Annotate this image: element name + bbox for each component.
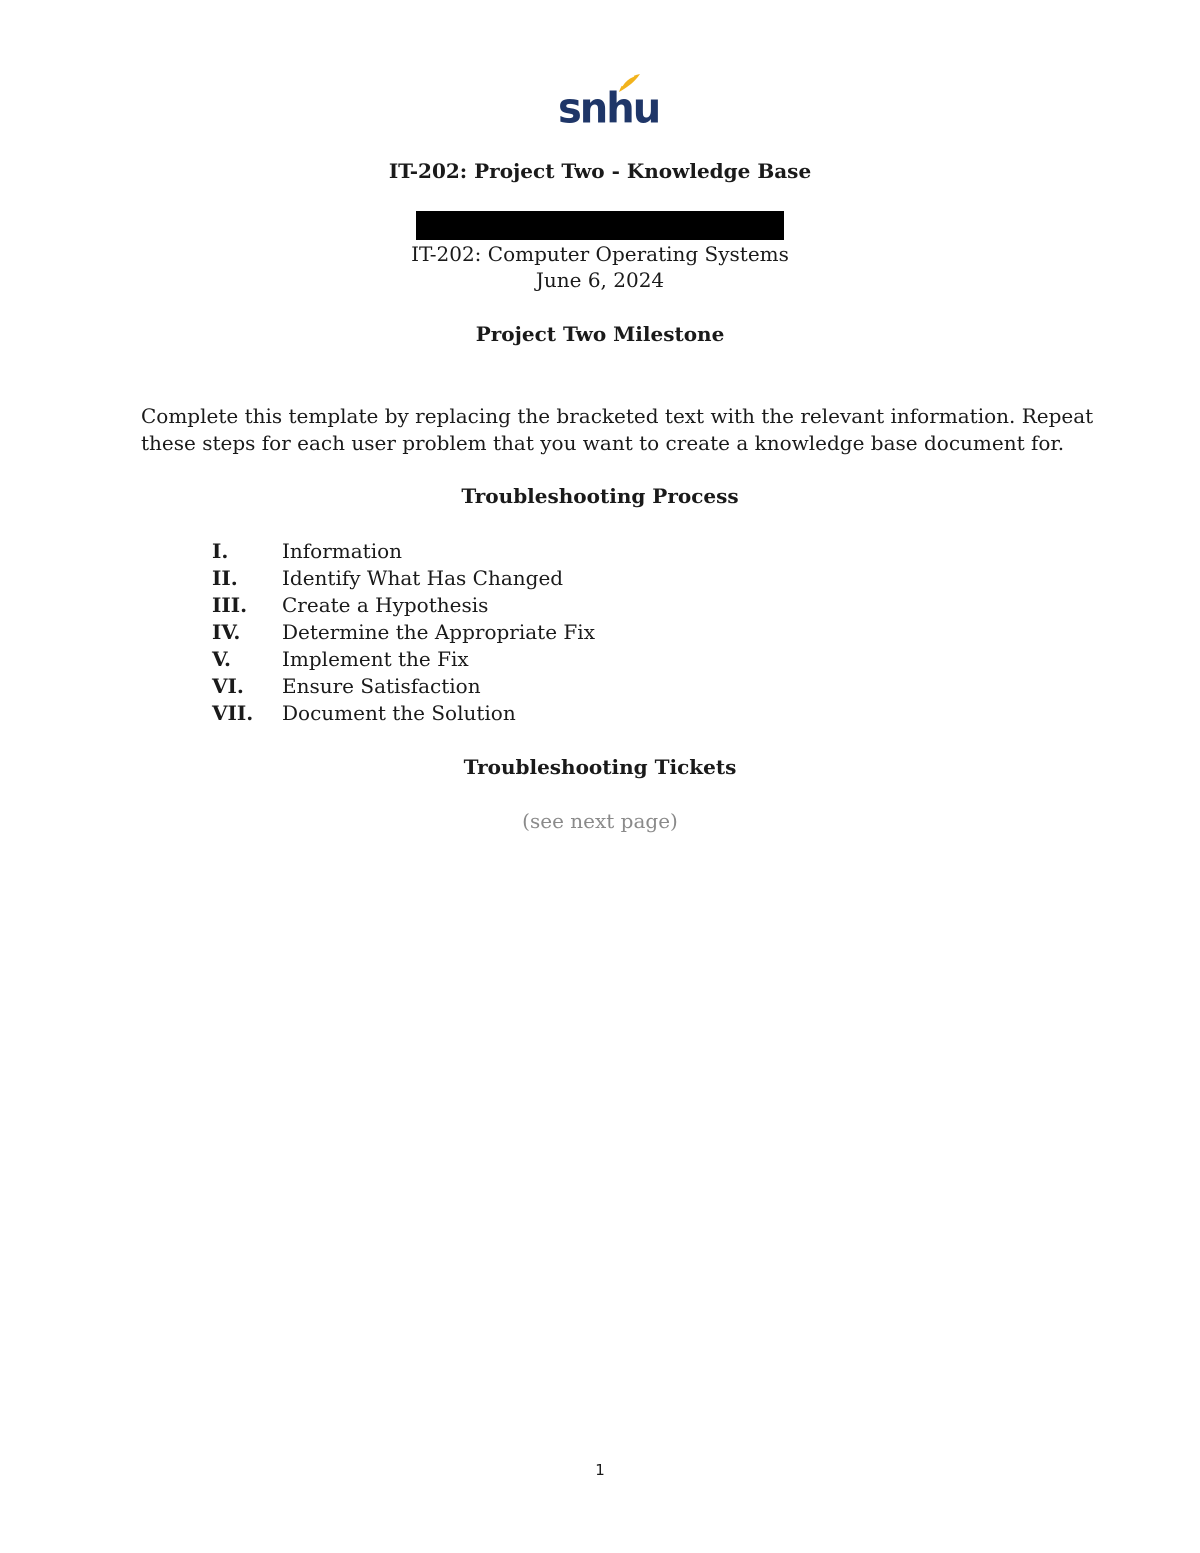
step-label: Create a Hypothesis <box>282 593 489 617</box>
step-label: Determine the Appropriate Fix <box>282 620 595 644</box>
step-number: II. <box>212 566 238 590</box>
step-label: Implement the Fix <box>282 647 469 671</box>
process-steps-list <box>212 538 595 727</box>
step-label: Document the Solution <box>282 701 516 725</box>
list-item <box>212 565 595 592</box>
instructions-line: these steps for each user problem that you want to create a knowledge base document for. <box>141 431 1065 455</box>
step-number: VII. <box>212 701 254 725</box>
step-number: VI. <box>212 674 244 698</box>
list-item <box>212 592 595 619</box>
step-number: III. <box>212 593 248 617</box>
process-heading: Troubleshooting Process <box>461 484 739 508</box>
course-name: IT-202: Computer Operating Systems <box>411 242 789 266</box>
list-item <box>212 700 595 727</box>
page-number: 1 <box>595 1461 605 1479</box>
list-item <box>212 619 595 646</box>
list-item <box>212 538 595 565</box>
see-next-page-note: (see next page) <box>522 809 678 833</box>
instructions-line: Complete this template by replacing the bracketed text with the relevant information. Repeat <box>141 404 1094 428</box>
step-number: V. <box>212 647 231 671</box>
redacted-name <box>416 211 784 240</box>
step-label: Ensure Satisfaction <box>282 674 481 698</box>
step-number: IV. <box>212 620 241 644</box>
tickets-heading: Troubleshooting Tickets <box>463 755 737 779</box>
logo-wordmark: snhu <box>558 84 660 134</box>
snhu-logo <box>558 72 660 134</box>
step-label: Identify What Has Changed <box>282 566 564 590</box>
instructions-paragraph <box>141 403 1094 457</box>
milestone-heading: Project Two Milestone <box>475 322 725 346</box>
document-date: June 6, 2024 <box>535 268 665 292</box>
list-item <box>212 646 595 673</box>
document-title: IT-202: Project Two - Knowledge Base <box>388 159 812 183</box>
step-number: I. <box>212 539 229 563</box>
list-item <box>212 673 595 700</box>
step-label: Information <box>282 539 403 563</box>
